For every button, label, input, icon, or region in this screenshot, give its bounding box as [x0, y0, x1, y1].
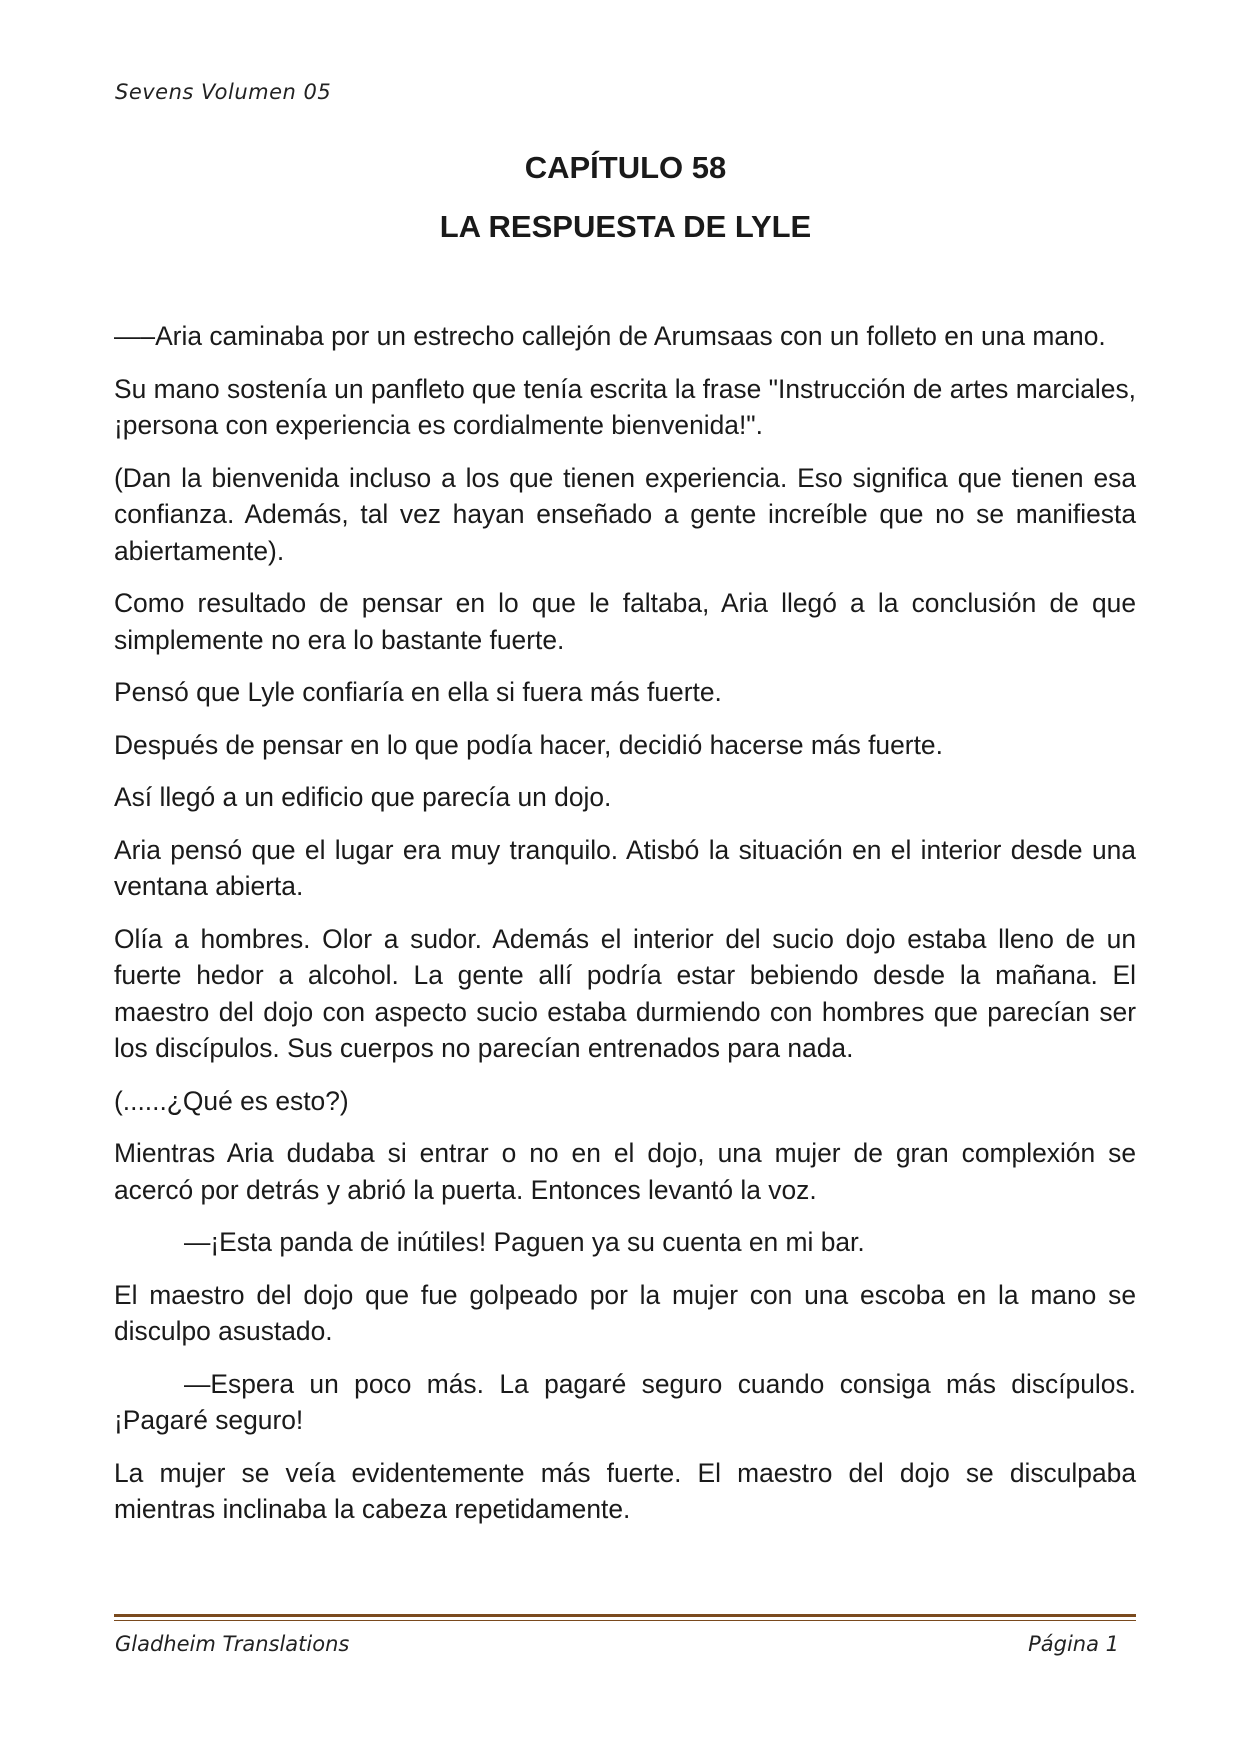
footer-divider-thin [114, 1620, 1136, 1621]
paragraph: Como resultado de pensar en lo que le faltaba, Aria llegó a la conclusión de que simplemente no era lo bastante fuerte. [114, 588, 1136, 655]
paragraph: Su mano sostenía un panfleto que tenía escrita la frase "Instrucción de artes marciales, ¡persona con experiencia es cordialmente bienvenida!". [114, 373, 1136, 440]
paragraph: Pensó que Lyle confiaría en ella si fuera más fuerte. [114, 677, 722, 707]
paragraph: (Dan la bienvenida incluso a los que tienen experiencia. Eso significa que tienen esa confianza. Además, tal vez hayan enseñado a gente increíble que no se manifiesta abiertamente). [114, 462, 1136, 566]
paragraph: Después de pensar en lo que podía hacer, decidió hacerse más fuerte. [114, 729, 943, 760]
dialogue-paragraph: —Espera un poco más. La pagaré seguro cuando consiga más discípulos. ¡Pagaré seguro! [114, 1368, 1136, 1435]
paragraph: —–Aria caminaba por un estrecho callejón de Arumsaas con un folleto en una mano. [114, 321, 1106, 351]
chapter-title: LA RESPUESTA DE LYLE [439, 209, 812, 244]
footer-divider [114, 1614, 1136, 1617]
paragraph: Aria pensó que el lugar era muy tranquilo. Atisbó la situación en el interior desde una ventana abierta. [114, 834, 1136, 901]
paragraph: (......¿Qué es esto?) [114, 1085, 349, 1116]
paragraph: La mujer se veía evidentemente más fuerte. El maestro del dojo se disculpaba mientras inclinaba la cabeza repetidamente. [114, 1457, 1136, 1524]
body-text [114, 318, 1136, 1544]
chapter-number: CAPÍTULO 58 [524, 150, 727, 185]
paragraph: Olía a hombres. Olor a sudor. Además el interior del sucio dojo estaba lleno de un fuerte hedor a alcohol. La gente allí podría estar bebiendo desde la mañana. El maestro del dojo con aspecto sucio estaba durmiendo con hombres que parecían ser los discípulos. Sus cuerpos no parecían entrenados para nada. [114, 923, 1136, 1063]
paragraph: Así llegó a un edificio que parecía un dojo. [114, 782, 612, 812]
dialogue-paragraph: —¡Esta panda de inútiles! Paguen ya su cuenta en mi bar. [184, 1227, 865, 1257]
running-header: Sevens Volumen 05 [115, 80, 332, 104]
footer-credit: Gladheim Translations [115, 1632, 350, 1656]
page-number: Página 1 [1028, 1632, 1119, 1656]
paragraph: Mientras Aria dudaba si entrar o no en el dojo, una mujer de gran complexión se acercó por detrás y abrió la puerta. Entonces levantó la voz. [114, 1138, 1136, 1205]
paragraph: El maestro del dojo que fue golpeado por la mujer con una escoba en la mano se disculpo asustado. [114, 1279, 1136, 1346]
